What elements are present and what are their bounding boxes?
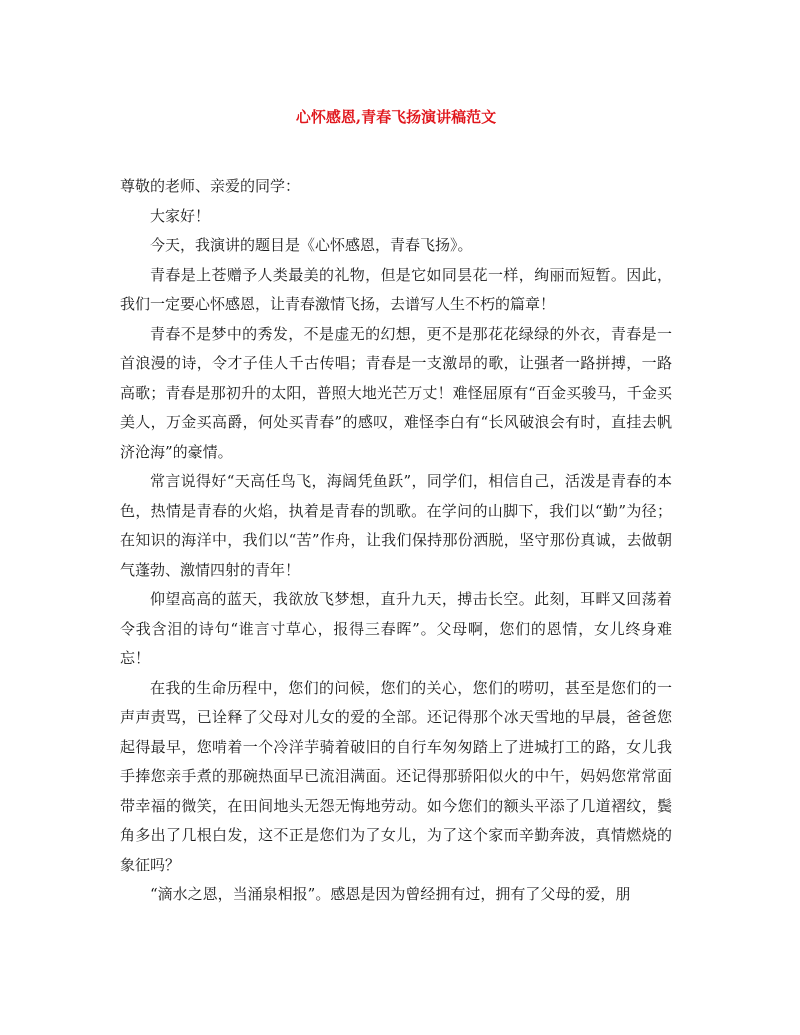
paragraph-greeting: 大家好！ [150,206,211,225]
salutation: 尊敬的老师、亲爱的同学： [120,177,301,195]
document-page [120,104,672,910]
paragraph-blue-sky: 仰望高高的蓝天，我欲放飞梦想，直升九天，搏击长空。此刻，耳畔又回荡着令我含泪的诗句“谁言寸草心，报得三春晖”。父母啊，您们的恩情，女儿终身难忘！ [120,590,672,667]
paragraph-parents: 在我的生命历程中，您们的问候，您们的关心，您们的唠叨，甚至是您们的一声声责骂，已诠释了父母对儿女的爱的全部。还记得那个冰天雪地的早晨，爸爸您起得最早，您啃着一个冷洋芋骑着破旧的自行车匆匆踏上了进城打工的路，女儿我手捧您亲手煮的那碗热面早已流泪满面。还记得那骄阳似火的中午，妈妈您常常面带幸福的微笑，在田间地头无怨无悔地劳动。如今您们的额头平添了几道褶纹，鬓角多出了几根白发，这不正是您们为了女儿，为了这个家而辛勤奔波，真情燃烧的象征吗？ [120,678,672,874]
paragraph-topic: 今天，我演讲的题目是《心怀感恩，青春飞扬》。 [150,236,473,254]
paragraph-gratitude: “滴水之恩，当涌泉相报”。感恩是因为曾经拥有过，拥有了父母的爱，朋 [150,885,631,903]
paragraph-youth-gift: 青春是上苍赠予人类最美的礼物，但是它如同昙花一样，绚丽而短暂。因此，我们一定要心怀感恩，让青春激情飞扬，去谱写人生不朽的篇章！ [120,265,672,313]
paragraph-saying: 常言说得好“天高任鸟飞，海阔凭鱼跃”，同学们，相信自己，活泼是青春的本色，热情是青春的火焰，执着是青春的凯歌。在学问的山脚下，我们以“勤”为径；在知识的海洋中，我们以“苦”作舟，让我们保持那份洒脱，坚守那份真诚，去做朝气蓬勃、激情四射的青年！ [120,472,672,579]
paragraph-youth-poem: 青春不是梦中的秀发，不是虚无的幻想，更不是那花花绿绿的外衣，青春是一首浪漫的诗，令才子佳人千古传唱；青春是一支激昂的歌，让强者一路拼搏，一路高歌；青春是那初升的太阳，普照大地光芒万丈！难怪屈原有“百金买骏马，千金买美人，万金买高爵，何处买青春”的感叹，难怪李白有“长风破浪会有时，直挂去帆济沧海”的豪情。 [120,324,672,461]
document-title: 心怀感恩,青春飞扬演讲稿范文 [295,108,497,126]
